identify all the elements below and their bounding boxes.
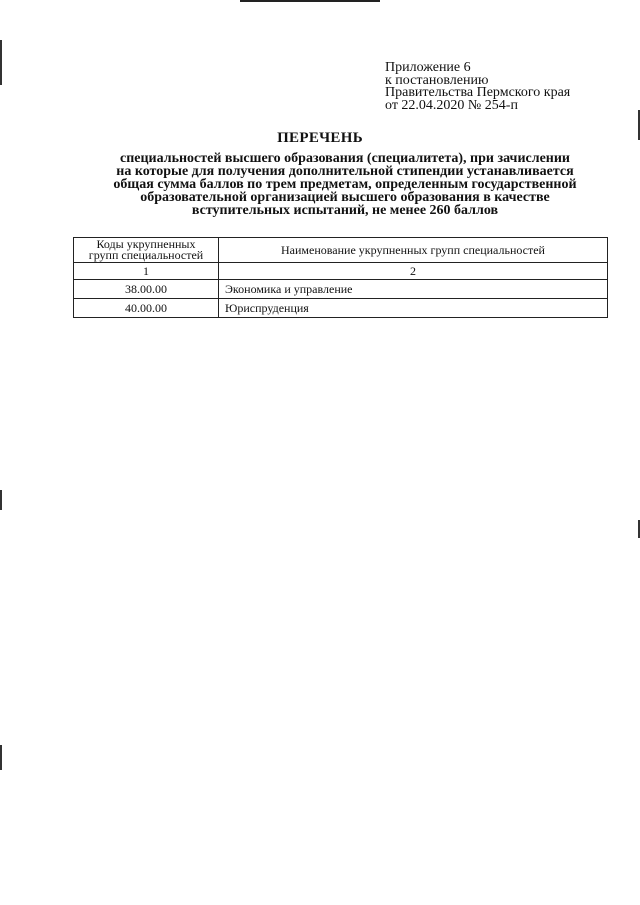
group-code: 38.00.00 (74, 280, 219, 299)
header-codes (74, 238, 219, 263)
subtitle-line: вступительных испытаний, не менее 260 баллов (191, 203, 499, 218)
table-row (74, 299, 608, 318)
column-number: 2 (219, 263, 608, 280)
subtitle-line: общая сумма баллов по трем предметам, определенным государственной (113, 177, 577, 192)
group-name: Экономика и управление (219, 280, 608, 299)
document-title: ПЕРЕЧЕНЬ (277, 130, 363, 146)
header-codes-line: групп специальностей (88, 248, 204, 262)
header-names: Наименование укрупненных групп специальностей (219, 238, 608, 263)
subtitle-line: образовательной организацией высшего образования в качестве (140, 190, 550, 205)
subtitle-line: специальностей высшего образования (специалитета), при зачислении (119, 151, 570, 166)
appendix-block (385, 62, 570, 112)
appendix-line: Правительства Пермского края (385, 85, 571, 100)
appendix-line: Приложение 6 (385, 60, 471, 75)
scan-edge-left (0, 745, 2, 770)
scan-edge-left (0, 490, 2, 510)
scan-edge-top (240, 0, 380, 2)
column-number-row (74, 263, 608, 280)
specialties-table (73, 237, 608, 318)
column-number: 1 (74, 263, 219, 280)
table-header-row (74, 238, 608, 263)
document-subtitle (80, 152, 610, 217)
table-row (74, 280, 608, 299)
subtitle-line: на которые для получения дополнительной стипендии устанавливается (116, 164, 574, 179)
appendix-line: от 22.04.2020 № 254-п (385, 97, 518, 113)
group-code: 40.00.00 (74, 299, 219, 318)
group-name: Юриспруденция (219, 299, 608, 318)
header-codes-line: Коды укрупненных (96, 237, 196, 251)
scan-edge-left (0, 40, 2, 85)
appendix-line: к постановлению (385, 72, 489, 88)
